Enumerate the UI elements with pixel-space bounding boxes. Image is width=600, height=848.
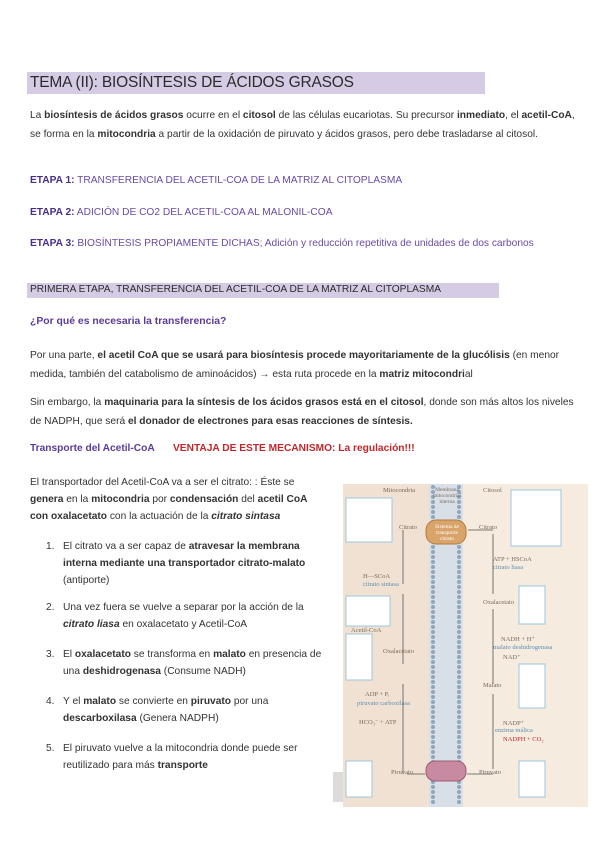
lipid-head bbox=[457, 550, 461, 554]
lipid-head bbox=[431, 710, 435, 714]
citrate-structure-box-right bbox=[511, 490, 561, 546]
lipid-head bbox=[431, 595, 435, 599]
lipid-head bbox=[431, 630, 435, 634]
lipid-head bbox=[457, 745, 461, 749]
intro-paragraph: La biosíntesis de ácidos grasos ocurre en el citosol de las células eucariotas. Su precursor inmediato, el acetil-CoA, se forma en la mitocondria a partir de la oxidación de piruvato y ácidos grasos, pero debe trasladarse al citosol. bbox=[30, 110, 575, 140]
lipid-head bbox=[457, 785, 461, 789]
lipid-head bbox=[431, 640, 435, 644]
lipid-head bbox=[457, 630, 461, 634]
lipid-head bbox=[457, 675, 461, 679]
lipid-head bbox=[431, 600, 435, 604]
malic-enzyme-label: enzima málica bbox=[495, 727, 533, 734]
pyruvate-structure-box-right bbox=[519, 761, 545, 797]
lipid-head bbox=[431, 550, 435, 554]
lipid-head bbox=[431, 605, 435, 609]
citrate-shuttle-figure bbox=[343, 484, 588, 807]
lipid-head bbox=[457, 710, 461, 714]
lipid-head bbox=[457, 730, 461, 734]
lipid-head bbox=[457, 570, 461, 574]
lipid-head bbox=[457, 605, 461, 609]
lipid-head bbox=[431, 580, 435, 584]
lipid-head bbox=[431, 720, 435, 724]
transport-heading: Transporte del Acetil-CoA bbox=[30, 443, 155, 454]
lipid-head bbox=[457, 560, 461, 564]
acetyl-coa-structure-box bbox=[346, 596, 390, 626]
lipid-head bbox=[431, 750, 435, 754]
lipid-head bbox=[457, 565, 461, 569]
lipid-head bbox=[431, 695, 435, 699]
pyruvate-left-label: Piruvato bbox=[391, 769, 414, 776]
paragraph-machinery: Sin embargo, la maquinaria para la síntesis de los ácidos grasos está en el citosol, donde son más altos los niveles de NADPH, que será el donador de electrones para esas reacciones de síntesis. bbox=[30, 397, 574, 427]
lipid-head bbox=[457, 670, 461, 674]
oxaloacetate-structure-box-right bbox=[519, 586, 545, 624]
etapa-3: ETAPA 3: BIOSÍNTESIS PROPIAMENTE DICHAS; Adición y reducción repetitiva de unidades de dos carbonos bbox=[30, 238, 534, 249]
lipid-head bbox=[457, 680, 461, 684]
lipid-head bbox=[431, 730, 435, 734]
cytosol-label: Citosol bbox=[483, 487, 502, 494]
lipid-head bbox=[457, 555, 461, 559]
lipid-head bbox=[457, 635, 461, 639]
lipid-head bbox=[431, 650, 435, 654]
lipid-head bbox=[457, 715, 461, 719]
lipid-head bbox=[457, 515, 461, 519]
paragraph-transporter: El transportador del Acetil-CoA va a ser el citrato: : Éste se genera en la mitocondria por condensación del acetil CoA con oxalacetato con la actuación de la citrato sintasa bbox=[30, 477, 308, 522]
transporter-label: Sistema de transporte citrato bbox=[435, 524, 459, 542]
nadph-label: NADPH + CO₂ bbox=[503, 736, 544, 743]
citrate-lyase-label: citrato liasa bbox=[493, 564, 524, 571]
hco3-label: HCO₃⁻ + ATP bbox=[359, 719, 397, 726]
lipid-head bbox=[457, 660, 461, 664]
lipid-head bbox=[431, 635, 435, 639]
lipid-head bbox=[431, 705, 435, 709]
pyruvate-right-label: Piruvato bbox=[479, 769, 502, 776]
lipid-head bbox=[457, 575, 461, 579]
lipid-head bbox=[457, 685, 461, 689]
lipid-head bbox=[431, 505, 435, 509]
lipid-head bbox=[457, 625, 461, 629]
lipid-head bbox=[431, 785, 435, 789]
lipid-head bbox=[457, 505, 461, 509]
oxaloacetate-right-label: Oxalacetato bbox=[483, 599, 515, 606]
lipid-head bbox=[431, 565, 435, 569]
lipid-head bbox=[457, 705, 461, 709]
oxaloacetate-left-label: Oxalacetato bbox=[383, 648, 415, 655]
nadp-label: NADP⁺ bbox=[503, 720, 525, 727]
malate-dehydrogenase-label: malato deshidrogenasa bbox=[493, 644, 553, 651]
list-item: 3. El oxalacetato se transforma en malato en presencia de una deshidrogenasa (Consume NADH) bbox=[46, 649, 322, 677]
lipid-head bbox=[431, 690, 435, 694]
lipid-head bbox=[431, 655, 435, 659]
lipid-head bbox=[431, 700, 435, 704]
pyruvate-transporter bbox=[426, 761, 466, 781]
list-item: 4. Y el malato se convierte en piruvato por una descarboxilasa (Genera NADPH) bbox=[46, 696, 269, 724]
etapa-1: ETAPA 1: TRANSFERENCIA DEL ACETIL-COA DE LA MATRIZ AL CITOPLASMA bbox=[30, 175, 403, 186]
lipid-head bbox=[457, 720, 461, 724]
lipid-head bbox=[431, 660, 435, 664]
oxaloacetate-structure-box-left bbox=[346, 634, 372, 680]
lipid-head bbox=[431, 715, 435, 719]
lipid-head bbox=[457, 620, 461, 624]
lipid-head bbox=[431, 585, 435, 589]
mitochondria-label: Mitocondria bbox=[383, 487, 416, 494]
lipid-head bbox=[457, 750, 461, 754]
citrate-left-label: Citrato bbox=[399, 524, 418, 531]
lipid-head bbox=[431, 610, 435, 614]
lipid-head bbox=[431, 790, 435, 794]
nadh-label: NADH + H⁺ bbox=[501, 636, 535, 643]
lipid-head bbox=[431, 740, 435, 744]
lipid-head bbox=[431, 675, 435, 679]
lipid-head bbox=[457, 800, 461, 804]
malate-label: Malato bbox=[483, 682, 502, 689]
lipid-head bbox=[457, 795, 461, 799]
lipid-head bbox=[431, 590, 435, 594]
malate-structure-box bbox=[519, 664, 545, 708]
lipid-head bbox=[457, 610, 461, 614]
lipid-head bbox=[431, 575, 435, 579]
hscoa-label: H—SCoA bbox=[363, 573, 391, 580]
lipid-head bbox=[457, 725, 461, 729]
lipid-head bbox=[431, 795, 435, 799]
lipid-head bbox=[457, 700, 461, 704]
lipid-head bbox=[431, 620, 435, 624]
membrane-label: Membrana mitocondrial interna bbox=[432, 487, 462, 505]
lipid-head bbox=[431, 625, 435, 629]
lipid-head bbox=[457, 580, 461, 584]
lipid-head bbox=[431, 665, 435, 669]
lipid-head bbox=[457, 615, 461, 619]
lipid-head bbox=[431, 615, 435, 619]
paragraph-origin: Por una parte, el acetil CoA que se usará para biosíntesis procede mayoritariamente de la glucólisis (en menor medida, también del catabolismo de aminoácidos) → esta ruta procede en la matriz mitocondrial bbox=[30, 350, 560, 380]
lipid-head bbox=[431, 670, 435, 674]
question-heading: ¿Por qué es necesaria la transferencia? bbox=[30, 316, 227, 327]
lipid-head bbox=[457, 655, 461, 659]
etapa-2: ETAPA 2: ADICIÓN DE CO2 DEL ACETIL-COA AL MALONIL-COA bbox=[30, 207, 333, 218]
atp-label: ATP + HSCoA bbox=[493, 556, 532, 563]
lipid-head bbox=[457, 595, 461, 599]
nad-label: NAD⁺ bbox=[503, 654, 521, 661]
lipid-head bbox=[457, 790, 461, 794]
citrate-structure-box-left bbox=[346, 498, 392, 542]
citrate-right-label: Citrato bbox=[479, 524, 498, 531]
list-item: 2. Una vez fuera se vuelve a separar por la acción de la citrato liasa en oxalacetato y Acetil-CoA bbox=[46, 602, 304, 630]
lipid-head bbox=[457, 650, 461, 654]
lipid-head bbox=[431, 645, 435, 649]
lipid-head bbox=[457, 545, 461, 549]
lipid-head bbox=[457, 640, 461, 644]
lipid-head bbox=[457, 740, 461, 744]
lipid-head bbox=[457, 735, 461, 739]
acetyl-coa-label: Acetil-CoA bbox=[351, 627, 382, 634]
advantage-note: VENTAJA DE ESTE MECANISMO: La regulación!!! bbox=[173, 443, 415, 454]
page-title: TEMA (II): BIOSÍNTESIS DE ÁCIDOS GRASOS bbox=[30, 74, 354, 91]
lipid-head bbox=[457, 690, 461, 694]
list-item: 1. El citrato va a ser capaz de atravesar la membrana interna mediante una transportador citrato-malato (antiporte) bbox=[46, 541, 306, 586]
lipid-head bbox=[431, 510, 435, 514]
lipid-head bbox=[431, 725, 435, 729]
lipid-head bbox=[457, 590, 461, 594]
lipid-head bbox=[457, 695, 461, 699]
lipid-head bbox=[431, 800, 435, 804]
lipid-head bbox=[431, 735, 435, 739]
list-item: 5. El piruvato vuelve a la mitocondria donde puede ser reutilizado para más transporte bbox=[46, 743, 298, 771]
citrate-synthase-label: citrato sintasa bbox=[363, 581, 399, 588]
lipid-head bbox=[431, 570, 435, 574]
lipid-head bbox=[457, 510, 461, 514]
section-title: PRIMERA ETAPA, TRANSFERENCIA DEL ACETIL-COA DE LA MATRIZ AL CITOPLASMA bbox=[30, 284, 441, 295]
lipid-head bbox=[431, 515, 435, 519]
lipid-head bbox=[431, 745, 435, 749]
lipid-head bbox=[431, 560, 435, 564]
lipid-head bbox=[431, 755, 435, 759]
lipid-head bbox=[431, 545, 435, 549]
lipid-head bbox=[457, 585, 461, 589]
lipid-head bbox=[457, 755, 461, 759]
pyruvate-structure-box-left bbox=[346, 761, 372, 797]
lipid-head bbox=[431, 680, 435, 684]
lipid-head bbox=[457, 600, 461, 604]
lipid-head bbox=[431, 555, 435, 559]
lipid-head bbox=[431, 685, 435, 689]
adp-label: ADP + Pᵢ bbox=[365, 691, 390, 698]
pyruvate-carboxylase-label: piruvato carboxilasa bbox=[357, 700, 410, 707]
lipid-head bbox=[457, 645, 461, 649]
lipid-head bbox=[457, 665, 461, 669]
